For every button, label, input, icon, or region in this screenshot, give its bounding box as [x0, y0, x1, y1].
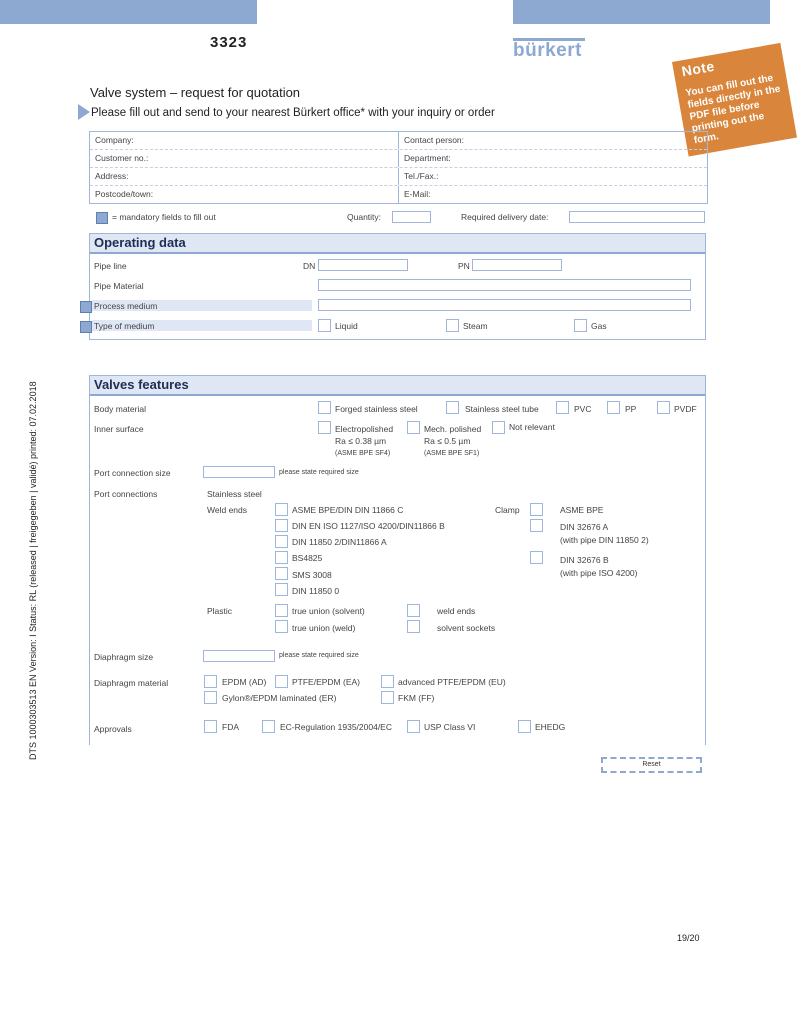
delivery-date-label: Required delivery date: — [461, 212, 549, 222]
dm-option-label: EPDM (AD) — [222, 677, 267, 687]
pn-input[interactable] — [472, 259, 562, 271]
gas-label: Gas — [591, 321, 607, 331]
mech-polished-label: Mech. polished — [424, 424, 482, 434]
weld-option-checkbox[interactable] — [275, 503, 288, 516]
mandatory-marker — [80, 321, 92, 333]
contact-table — [89, 131, 708, 204]
dm-option-checkbox[interactable] — [381, 675, 394, 688]
weld-option-label: DIN EN ISO 1127/ISO 4200/DIN11866 B — [292, 521, 445, 531]
pp-label: PP — [625, 404, 637, 414]
pvc-checkbox[interactable] — [556, 401, 569, 414]
dm-option-label: Gylon®/EPDM laminated (ER) — [222, 693, 337, 703]
plastic-option-label: weld ends — [437, 606, 476, 616]
model-number: 3323 — [210, 34, 248, 51]
not-relevant-label: Not relevant — [509, 422, 555, 432]
quantity-label: Quantity: — [347, 212, 382, 222]
clamp-option-label: DIN 32676 B — [560, 555, 609, 565]
port-size-hint: please state required size — [279, 469, 359, 476]
plastic-label: Plastic — [207, 606, 233, 616]
electropolished-ra: Ra ≤ 0.38 µm — [335, 436, 387, 446]
diaphragm-size-label: Diaphragm size — [94, 652, 154, 662]
plastic-option-label: solvent sockets — [437, 623, 496, 633]
electropolished-label: Electropolished — [335, 424, 394, 434]
pn-label: PN — [458, 261, 470, 271]
forged-steel-label: Forged stainless steel — [335, 404, 418, 414]
port-connections-label: Port connections — [94, 489, 158, 499]
reset-button[interactable]: Reset — [601, 757, 702, 773]
diaphragm-material-label: Diaphragm material — [94, 678, 169, 688]
page-subtitle: Please fill out and send to your nearest Bürkert office* with your inquiry or order — [91, 107, 495, 119]
dn-input[interactable] — [318, 259, 408, 271]
clamp-option-note: (with pipe DIN 11850 2) — [560, 535, 649, 545]
operating-data-heading: Operating data — [90, 234, 705, 254]
process-medium-input[interactable] — [318, 299, 691, 311]
dm-option-checkbox[interactable] — [204, 675, 217, 688]
clamp-option-label: DIN 32676 A — [560, 522, 609, 532]
clamp-option-checkbox[interactable] — [530, 503, 543, 516]
gas-checkbox[interactable] — [574, 319, 587, 332]
dm-option-checkbox[interactable] — [204, 691, 217, 704]
weld-ends-label: Weld ends — [207, 505, 248, 515]
steam-checkbox[interactable] — [446, 319, 459, 332]
pvdf-checkbox[interactable] — [657, 401, 670, 414]
diaphragm-size-input[interactable] — [203, 650, 275, 662]
arrow-icon — [78, 104, 90, 120]
customer-no-field[interactable]: Customer no.: — [95, 153, 149, 163]
steam-label: Steam — [463, 321, 488, 331]
dm-option-label: PTFE/EPDM (EA) — [292, 677, 361, 687]
weld-option-label: SMS 3008 — [292, 570, 332, 580]
port-size-input[interactable] — [203, 466, 275, 478]
page-number: 19/20 — [677, 933, 700, 943]
electropolished-std: (ASME BPE SF4) — [335, 450, 391, 457]
clamp-option-checkbox[interactable] — [530, 519, 543, 532]
top-bar-left — [0, 0, 257, 24]
clamp-option-checkbox[interactable] — [530, 551, 543, 564]
quantity-input[interactable] — [392, 211, 431, 223]
port-size-label: Port connection size — [94, 468, 171, 478]
dm-option-checkbox[interactable] — [275, 675, 288, 688]
weld-option-label: DIN 11850 0 — [292, 586, 340, 596]
dm-option-label: advanced PTFE/EPDM (EU) — [398, 677, 506, 687]
plastic-option-label: true union (weld) — [292, 623, 356, 633]
approval-label: USP Class VI — [424, 722, 476, 732]
approval-checkbox[interactable] — [204, 720, 217, 733]
process-medium-label: Process medium — [94, 301, 158, 311]
mech-polished-ra: Ra ≤ 0.5 µm — [424, 436, 471, 446]
contact-person-field[interactable]: Contact person: — [398, 132, 706, 149]
mandatory-legend-swatch — [96, 212, 108, 224]
delivery-date-input[interactable] — [569, 211, 705, 223]
mandatory-marker — [80, 301, 92, 313]
plastic-option-checkbox[interactable] — [275, 620, 288, 633]
approval-checkbox[interactable] — [518, 720, 531, 733]
weld-option-checkbox[interactable] — [275, 519, 288, 532]
weld-option-checkbox[interactable] — [275, 583, 288, 596]
pvdf-label: PVDF — [674, 404, 697, 414]
mandatory-legend-text: = mandatory fields to fill out — [112, 212, 216, 222]
approval-label: EHEDG — [535, 722, 566, 732]
not-relevant-checkbox[interactable] — [492, 421, 505, 434]
plastic-option-checkbox[interactable] — [275, 604, 288, 617]
pipe-material-label: Pipe Material — [94, 281, 144, 291]
weld-option-label: ASME BPE/DIN DIN 11866 C — [292, 505, 404, 515]
brand-logo: bürkert — [513, 38, 585, 60]
pvc-label: PVC — [574, 404, 592, 414]
department-field[interactable]: Department: — [398, 150, 706, 167]
approval-label: EC-Regulation 1935/2004/EC — [280, 722, 392, 732]
postcode-field[interactable]: Postcode/town: — [95, 189, 154, 199]
document-side-info: DTS 1000303513 EN Version: I Status: RL (released | freigegeben | validé) printed: 07.02.2018 — [28, 381, 38, 760]
valves-features-section — [89, 375, 706, 745]
steel-tube-label: Stainless steel tube — [465, 404, 539, 414]
clamp-option-label: ASME BPE — [560, 505, 604, 515]
clamp-option-note: (with pipe ISO 4200) — [560, 568, 638, 578]
note-text: You can fill out the fields directly in the PDF file before printing out the form. — [684, 72, 782, 147]
pipe-material-input[interactable] — [318, 279, 691, 291]
email-field[interactable]: E-Mail: — [398, 186, 706, 203]
plastic-option-label: true union (solvent) — [292, 606, 365, 616]
pp-checkbox[interactable] — [607, 401, 620, 414]
mech-polished-checkbox[interactable] — [407, 421, 420, 434]
forged-steel-checkbox[interactable] — [318, 401, 331, 414]
electropolished-checkbox[interactable] — [318, 421, 331, 434]
liquid-checkbox[interactable] — [318, 319, 331, 332]
dm-option-label: FKM (FF) — [398, 693, 435, 703]
weld-option-label: BS4825 — [292, 553, 323, 563]
dm-option-checkbox[interactable] — [381, 691, 394, 704]
address-field[interactable]: Address: — [95, 171, 129, 181]
body-material-label: Body material — [94, 404, 146, 414]
tel-fax-field[interactable]: Tel./Fax.: — [398, 168, 706, 185]
pipe-line-label: Pipe line — [94, 261, 127, 271]
mech-polished-std: (ASME BPE SF1) — [424, 450, 480, 457]
type-of-medium-label: Type of medium — [94, 321, 155, 331]
weld-option-checkbox[interactable] — [275, 535, 288, 548]
approvals-label: Approvals — [94, 724, 132, 734]
diaphragm-size-hint: please state required size — [279, 652, 359, 659]
note-title: Note — [680, 57, 716, 80]
stainless-steel-label: Stainless steel — [207, 489, 262, 499]
approval-label: FDA — [222, 722, 239, 732]
plastic-option-checkbox[interactable] — [407, 620, 420, 633]
weld-option-checkbox[interactable] — [275, 567, 288, 580]
inner-surface-label: Inner surface — [94, 424, 144, 434]
weld-option-label: DIN 11850 2/DIN11866 A — [292, 537, 387, 547]
approval-checkbox[interactable] — [262, 720, 275, 733]
steel-tube-checkbox[interactable] — [446, 401, 459, 414]
dn-label: DN — [303, 261, 316, 271]
page-title: Valve system – request for quotation — [90, 85, 301, 100]
plastic-option-checkbox[interactable] — [407, 604, 420, 617]
approval-checkbox[interactable] — [407, 720, 420, 733]
company-field[interactable]: Company: — [95, 135, 134, 145]
top-bar-right — [513, 0, 770, 24]
valves-features-heading: Valves features — [90, 376, 705, 396]
clamp-label: Clamp — [495, 505, 520, 515]
liquid-label: Liquid — [335, 321, 358, 331]
weld-option-checkbox[interactable] — [275, 551, 288, 564]
